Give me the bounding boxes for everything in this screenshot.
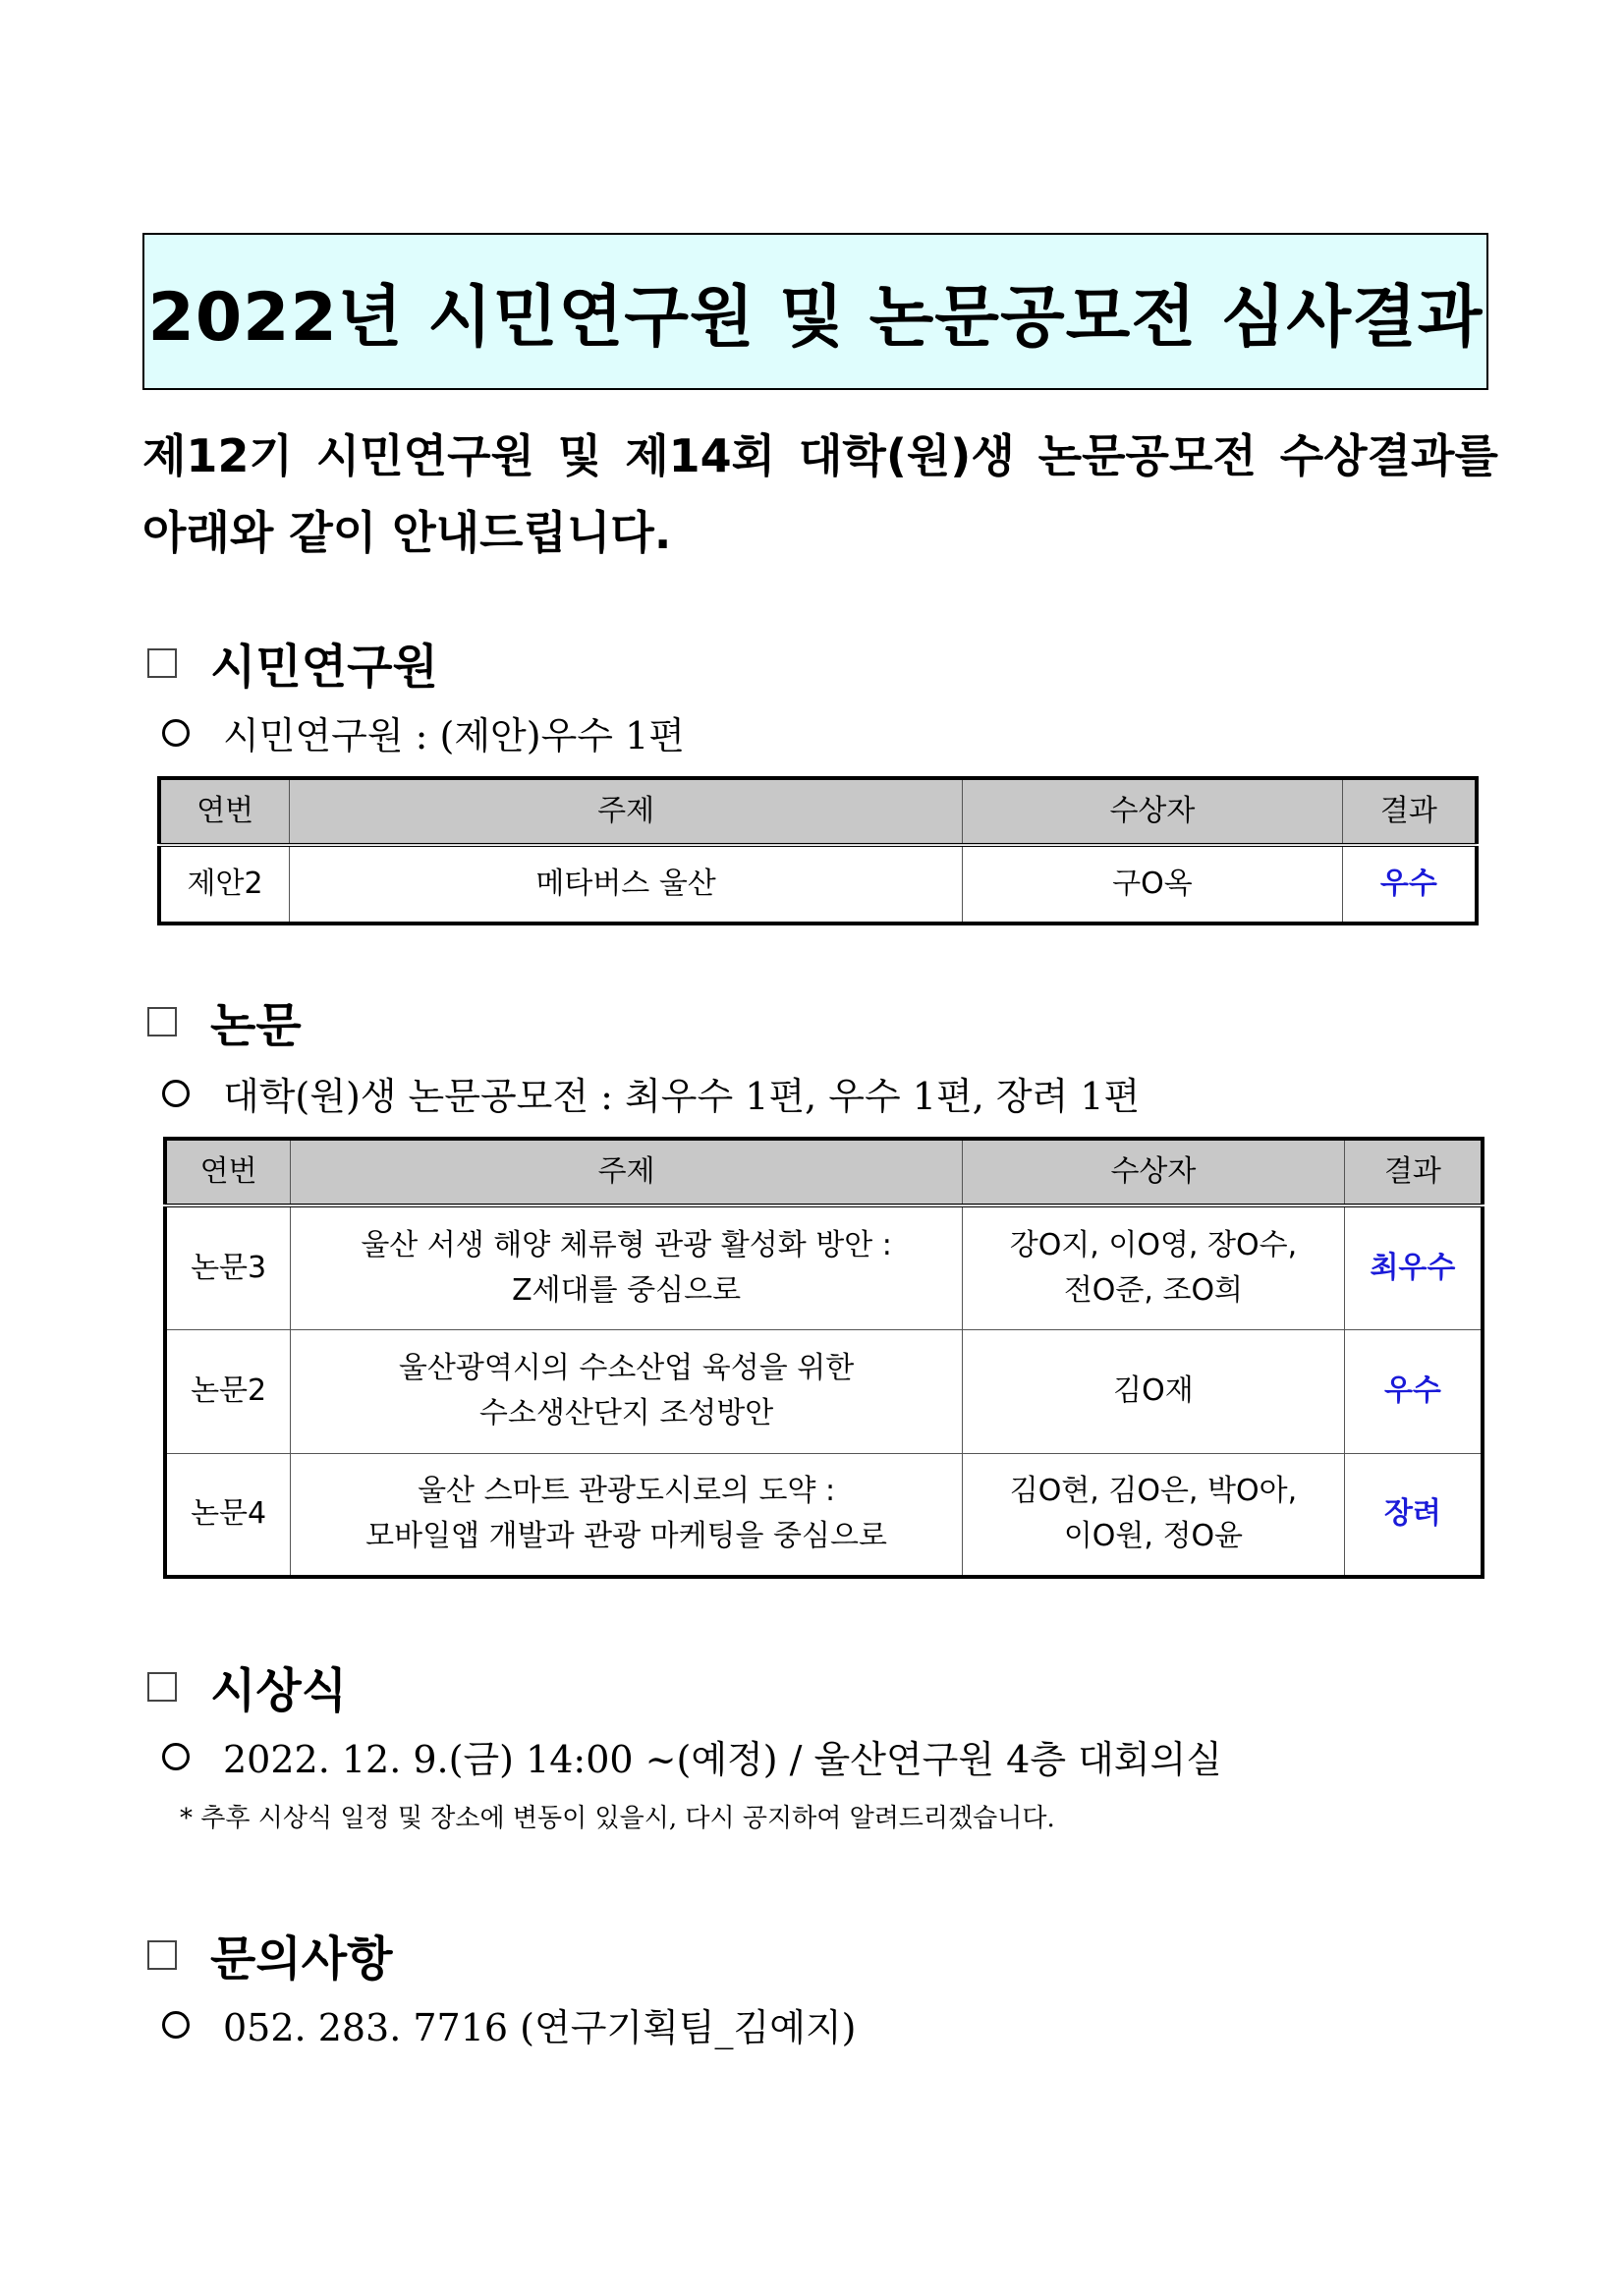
cell-result: 우수 [1344, 1329, 1483, 1453]
cell-winner [963, 1453, 1345, 1577]
cell-result: 최우수 [1344, 1205, 1483, 1329]
table-header-row [165, 1139, 1483, 1205]
cell-winner: 구O옥 [963, 845, 1343, 924]
topic-line: 울산 스마트 관광도시로의 도약 : [418, 1474, 836, 1509]
checkbox-square-icon [147, 1940, 177, 1970]
bullet-paper [162, 1066, 1140, 1120]
section-heading-ceremony [147, 1652, 347, 1720]
intro-line-1 [142, 418, 1498, 494]
bullet-ceremony [162, 1729, 1222, 1783]
winner-line: 이O원, 정O윤 [1063, 1519, 1244, 1554]
checkbox-square-icon [147, 1672, 177, 1702]
bullet-text: 052. 283. 7716 (연구기획팀_김예지) [223, 2006, 857, 2049]
ceremony-note: * 추후 시상식 일정 및 장소에 변동이 있을시, 다시 공지하여 알려드리겠습니다. [180, 1804, 1055, 1833]
header-winner: 수상자 [963, 1139, 1345, 1205]
winner-line: 강O지, 이O영, 장O수, [1009, 1227, 1298, 1262]
circle-bullet-icon [162, 719, 190, 747]
intro-line-2: 아래와 같이 안내드립니다. [142, 506, 672, 559]
topic-line: 울산 서생 해양 체류형 관광 활성화 방안 : [361, 1227, 892, 1262]
intro-word: 및 [557, 429, 602, 482]
header-topic: 주제 [291, 1139, 963, 1205]
section-heading-inquiry [147, 1921, 392, 1988]
winner-line: 김O현, 김O은, 박O아, [1009, 1474, 1298, 1509]
table-citizen-results [157, 776, 1479, 925]
header-no: 연번 [159, 778, 290, 845]
table-row [165, 1329, 1483, 1453]
cell-no: 제안2 [159, 845, 290, 924]
checkbox-square-icon [147, 648, 177, 678]
section-heading-paper [147, 987, 302, 1055]
circle-bullet-icon [162, 2011, 190, 2039]
cell-no: 논문4 [165, 1453, 291, 1577]
intro-word: 시민연구원 [315, 429, 534, 482]
table-row [159, 845, 1477, 924]
table-row [165, 1205, 1483, 1329]
table-header-row [159, 778, 1477, 845]
bullet-inquiry [162, 1997, 856, 2051]
section-heading-citizen [147, 629, 438, 697]
section-title: 문의사항 [210, 1932, 393, 1987]
cell-winner [963, 1329, 1345, 1453]
cell-no: 논문2 [165, 1329, 291, 1453]
table-paper-results [163, 1137, 1484, 1579]
cell-no: 논문3 [165, 1205, 291, 1329]
title-box [142, 233, 1488, 390]
circle-bullet-icon [162, 1080, 190, 1107]
table-row [165, 1453, 1483, 1577]
intro-paragraph [142, 418, 1498, 571]
bullet-text: 대학(원)생 논문공모전 : 최우수 1편, 우수 1편, 장려 1편 [223, 1075, 1141, 1118]
bullet-text: 2022. 12. 9.(금) 14:00 ~(예정) / 울산연구원 4층 대회의실 [223, 1738, 1222, 1781]
header-winner: 수상자 [963, 778, 1343, 845]
intro-word: 수상결과를 [1279, 429, 1498, 482]
winner-line: 김O재 [1113, 1373, 1194, 1408]
checkbox-square-icon [147, 1007, 177, 1036]
bullet-text: 시민연구원 : (제안)우수 1편 [223, 714, 685, 757]
cell-topic: 메타버스 울산 [290, 845, 963, 924]
topic-line: Z세대를 중심으로 [512, 1272, 742, 1308]
header-result: 결과 [1342, 778, 1477, 845]
cell-topic [291, 1329, 963, 1453]
intro-word: 논문공모전 [1037, 429, 1257, 482]
topic-line: 울산광역시의 수소산업 육성을 위한 [398, 1351, 855, 1385]
circle-bullet-icon [162, 1743, 190, 1770]
header-result: 결과 [1344, 1139, 1483, 1205]
intro-word: 제14회 [625, 429, 776, 482]
document-title: 2022년 시민연구원 및 논문공모전 심사결과 [147, 278, 1484, 357]
bullet-citizen [162, 705, 685, 759]
section-title: 시상식 [210, 1663, 348, 1718]
section-title: 논문 [210, 998, 302, 1053]
topic-line: 모바일앱 개발과 관광 마케팅을 중심으로 [365, 1519, 887, 1554]
winner-line: 전O준, 조O희 [1063, 1272, 1244, 1308]
section-title: 시민연구원 [210, 640, 438, 695]
header-topic: 주제 [290, 778, 963, 845]
cell-result: 장려 [1344, 1453, 1483, 1577]
cell-topic [291, 1453, 963, 1577]
topic-line: 수소생산단지 조성방안 [478, 1396, 774, 1430]
cell-result: 우수 [1342, 845, 1477, 924]
header-no: 연번 [165, 1139, 291, 1205]
intro-word: 대학(원)생 [798, 429, 1015, 482]
intro-word: 제12기 [142, 429, 293, 482]
cell-topic [291, 1205, 963, 1329]
cell-winner [963, 1205, 1345, 1329]
